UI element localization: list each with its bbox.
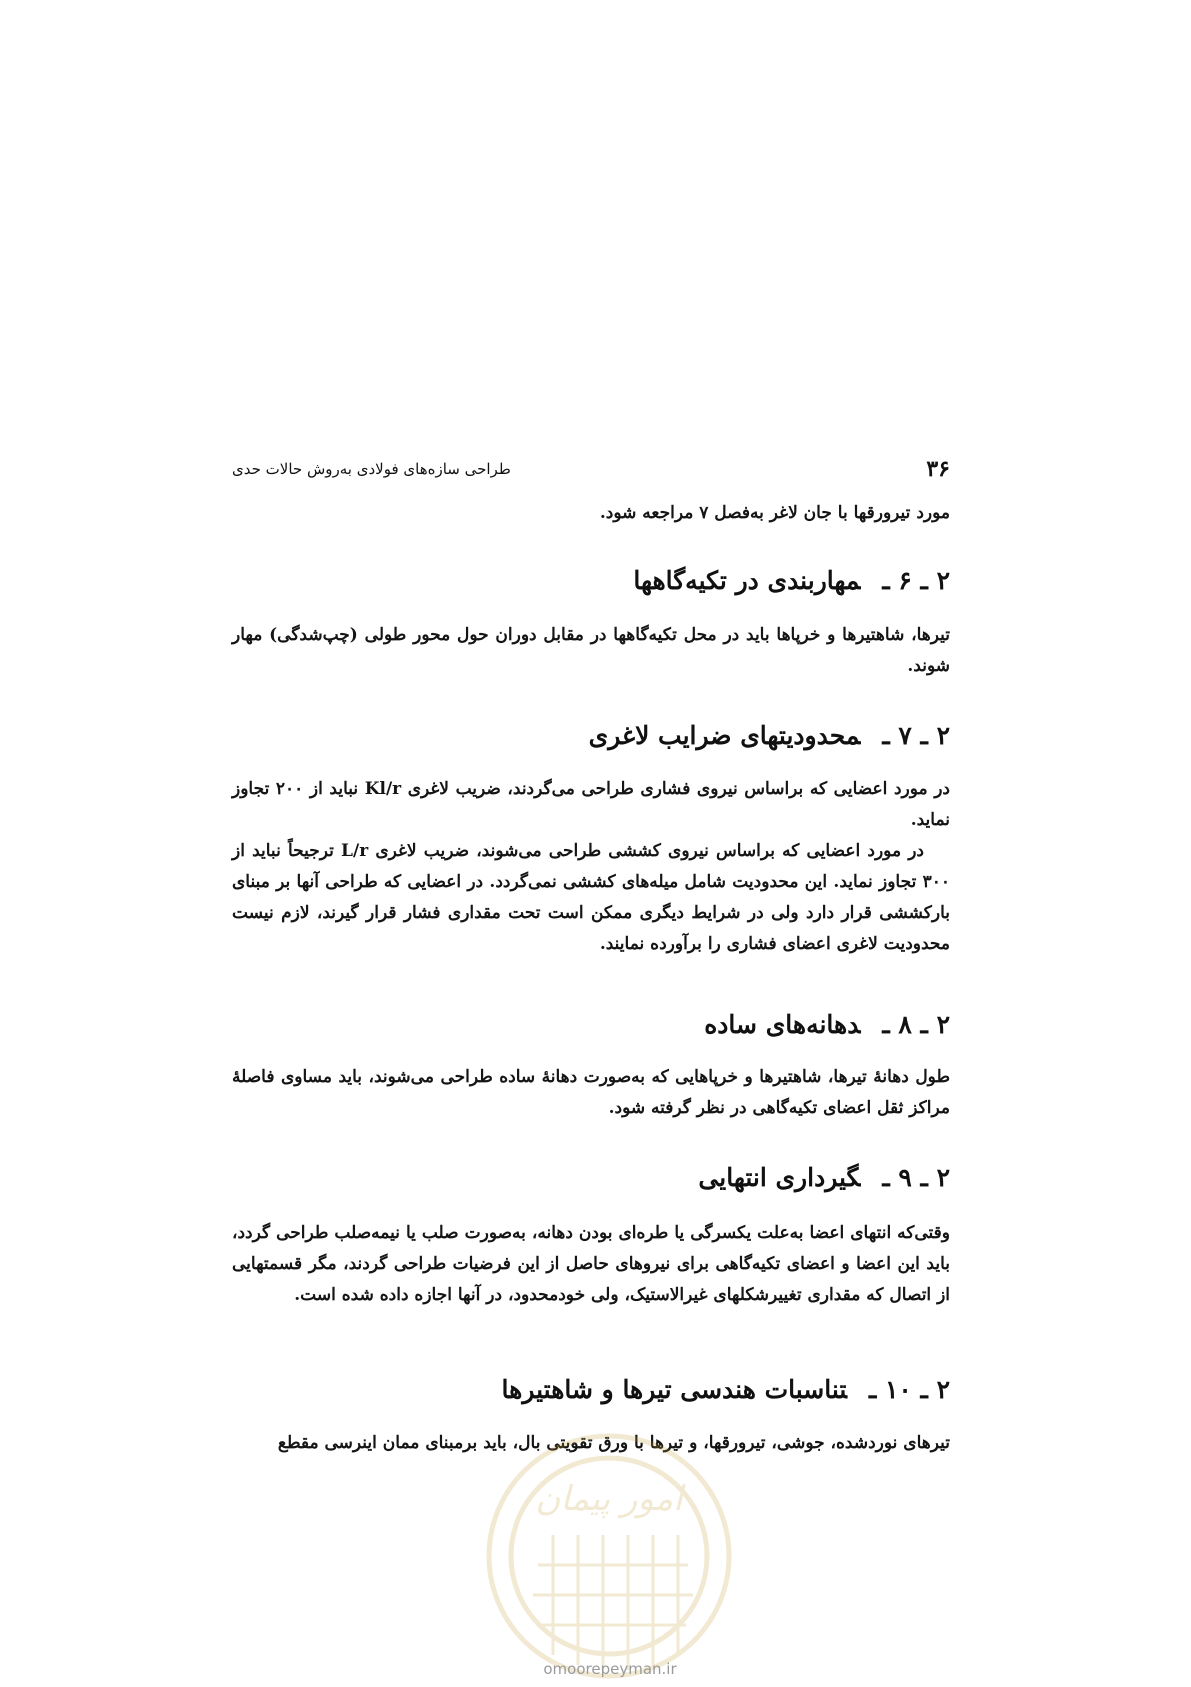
section-heading-2-8: [232, 1007, 950, 1043]
section-paragraph: در مورد اعضایی که براساس نیروی فشاری طراحی می‌گردند، ضریب لاغری Kl/r نباید از ۲۰۰ تجاوز نماید.: [232, 779, 950, 830]
section-title: مهاربندی در تکیه‌گاهها: [633, 566, 861, 595]
section-heading-2-10: [232, 1372, 950, 1408]
section-heading-2-6: [232, 563, 950, 599]
section-number: ۲ ـ ۸ ـ: [882, 1010, 950, 1039]
section-number: ۲ ـ ۹ ـ: [882, 1163, 950, 1192]
section-number: ۲ ـ ۷ ـ: [882, 721, 950, 750]
section-title: گیرداری انتهایی: [698, 1163, 861, 1192]
watermark-logo: [478, 1425, 740, 1687]
intro-paragraph: مورد تیرورقها با جان لاغر به‌فصل ۷ مراجعه شود.: [599, 503, 950, 523]
running-header: [232, 454, 950, 484]
section-title: محدودیتهای ضرایب لاغری: [588, 721, 861, 750]
watermark-url: omoorepeyman.ir: [543, 1660, 677, 1678]
section-title: تناسبات هندسی تیرها و شاهتیرها: [501, 1375, 847, 1404]
section-title: دهانه‌های ساده: [704, 1010, 861, 1039]
section-paragraph: تیرها، شاهتیرها و خرپاها باید در محل تکیه‌گاهها در مقابل دوران حول محور طولی (چپ‌شدگی) مهار شوند.: [232, 625, 950, 676]
section-heading-2-7: [232, 718, 950, 754]
section-paragraph: طول دهانهٔ تیرها، شاهتیرها و خرپاهایی که به‌صورت دهانهٔ ساده طراحی می‌شوند، باید مساوی فاصلهٔ مراکز ثقل اعضای تکیه‌گاهی در نظر گرفته شود.: [232, 1067, 950, 1118]
page-number: ۳۶: [926, 456, 950, 482]
book-title: طراحی سازه‌های فولادی به‌روش حالات حدی: [232, 460, 511, 478]
section-number: ۲ ـ ۶ ـ: [882, 566, 950, 595]
section-paragraph: وقتی‌که انتهای اعضا به‌علت یکسرگی یا طره‌ای بودن دهانه، به‌صورت صلب یا نیمه‌صلب طراحی گردد، باید این اعضا و اعضای تکیه‌گاهی برای نیروهای حاصل از این فرضیات طراحی گردند، مگر قسمتهایی از اتصال که مقداری تغییرشکلهای غیرالاستیک، ولی خودمحدود، در آنها اجازه داده شده است.: [232, 1223, 950, 1305]
section-paragraph: تیرهای نوردشده، جوشی، تیرورقها، و تیرها با ورق تقویتی بال، باید برمبنای ممان اینرسی مقطع: [277, 1433, 950, 1453]
section-paragraph: در مورد اعضایی که براساس نیروی کششی طراحی می‌شوند، ضریب لاغری L/r ترجیحاً نباید از ۳۰۰ تجاوز نماید. این محدودیت شامل میله‌های کششی نمی‌گردد. در اعضایی که طراحی آنها بر مبنای بارکششی قرار دارد ولی در شرایط دیگری ممکن است تحت مقداری فشار قرار گیرند، لازم نیست محدودیت لاغری اعضای فشاری را برآورده نمایند.: [232, 841, 950, 954]
section-number: ۲ ـ ۱۰ ـ: [868, 1375, 950, 1404]
watermark-script: امور پیمان: [535, 1479, 683, 1519]
section-heading-2-9: [232, 1160, 950, 1196]
